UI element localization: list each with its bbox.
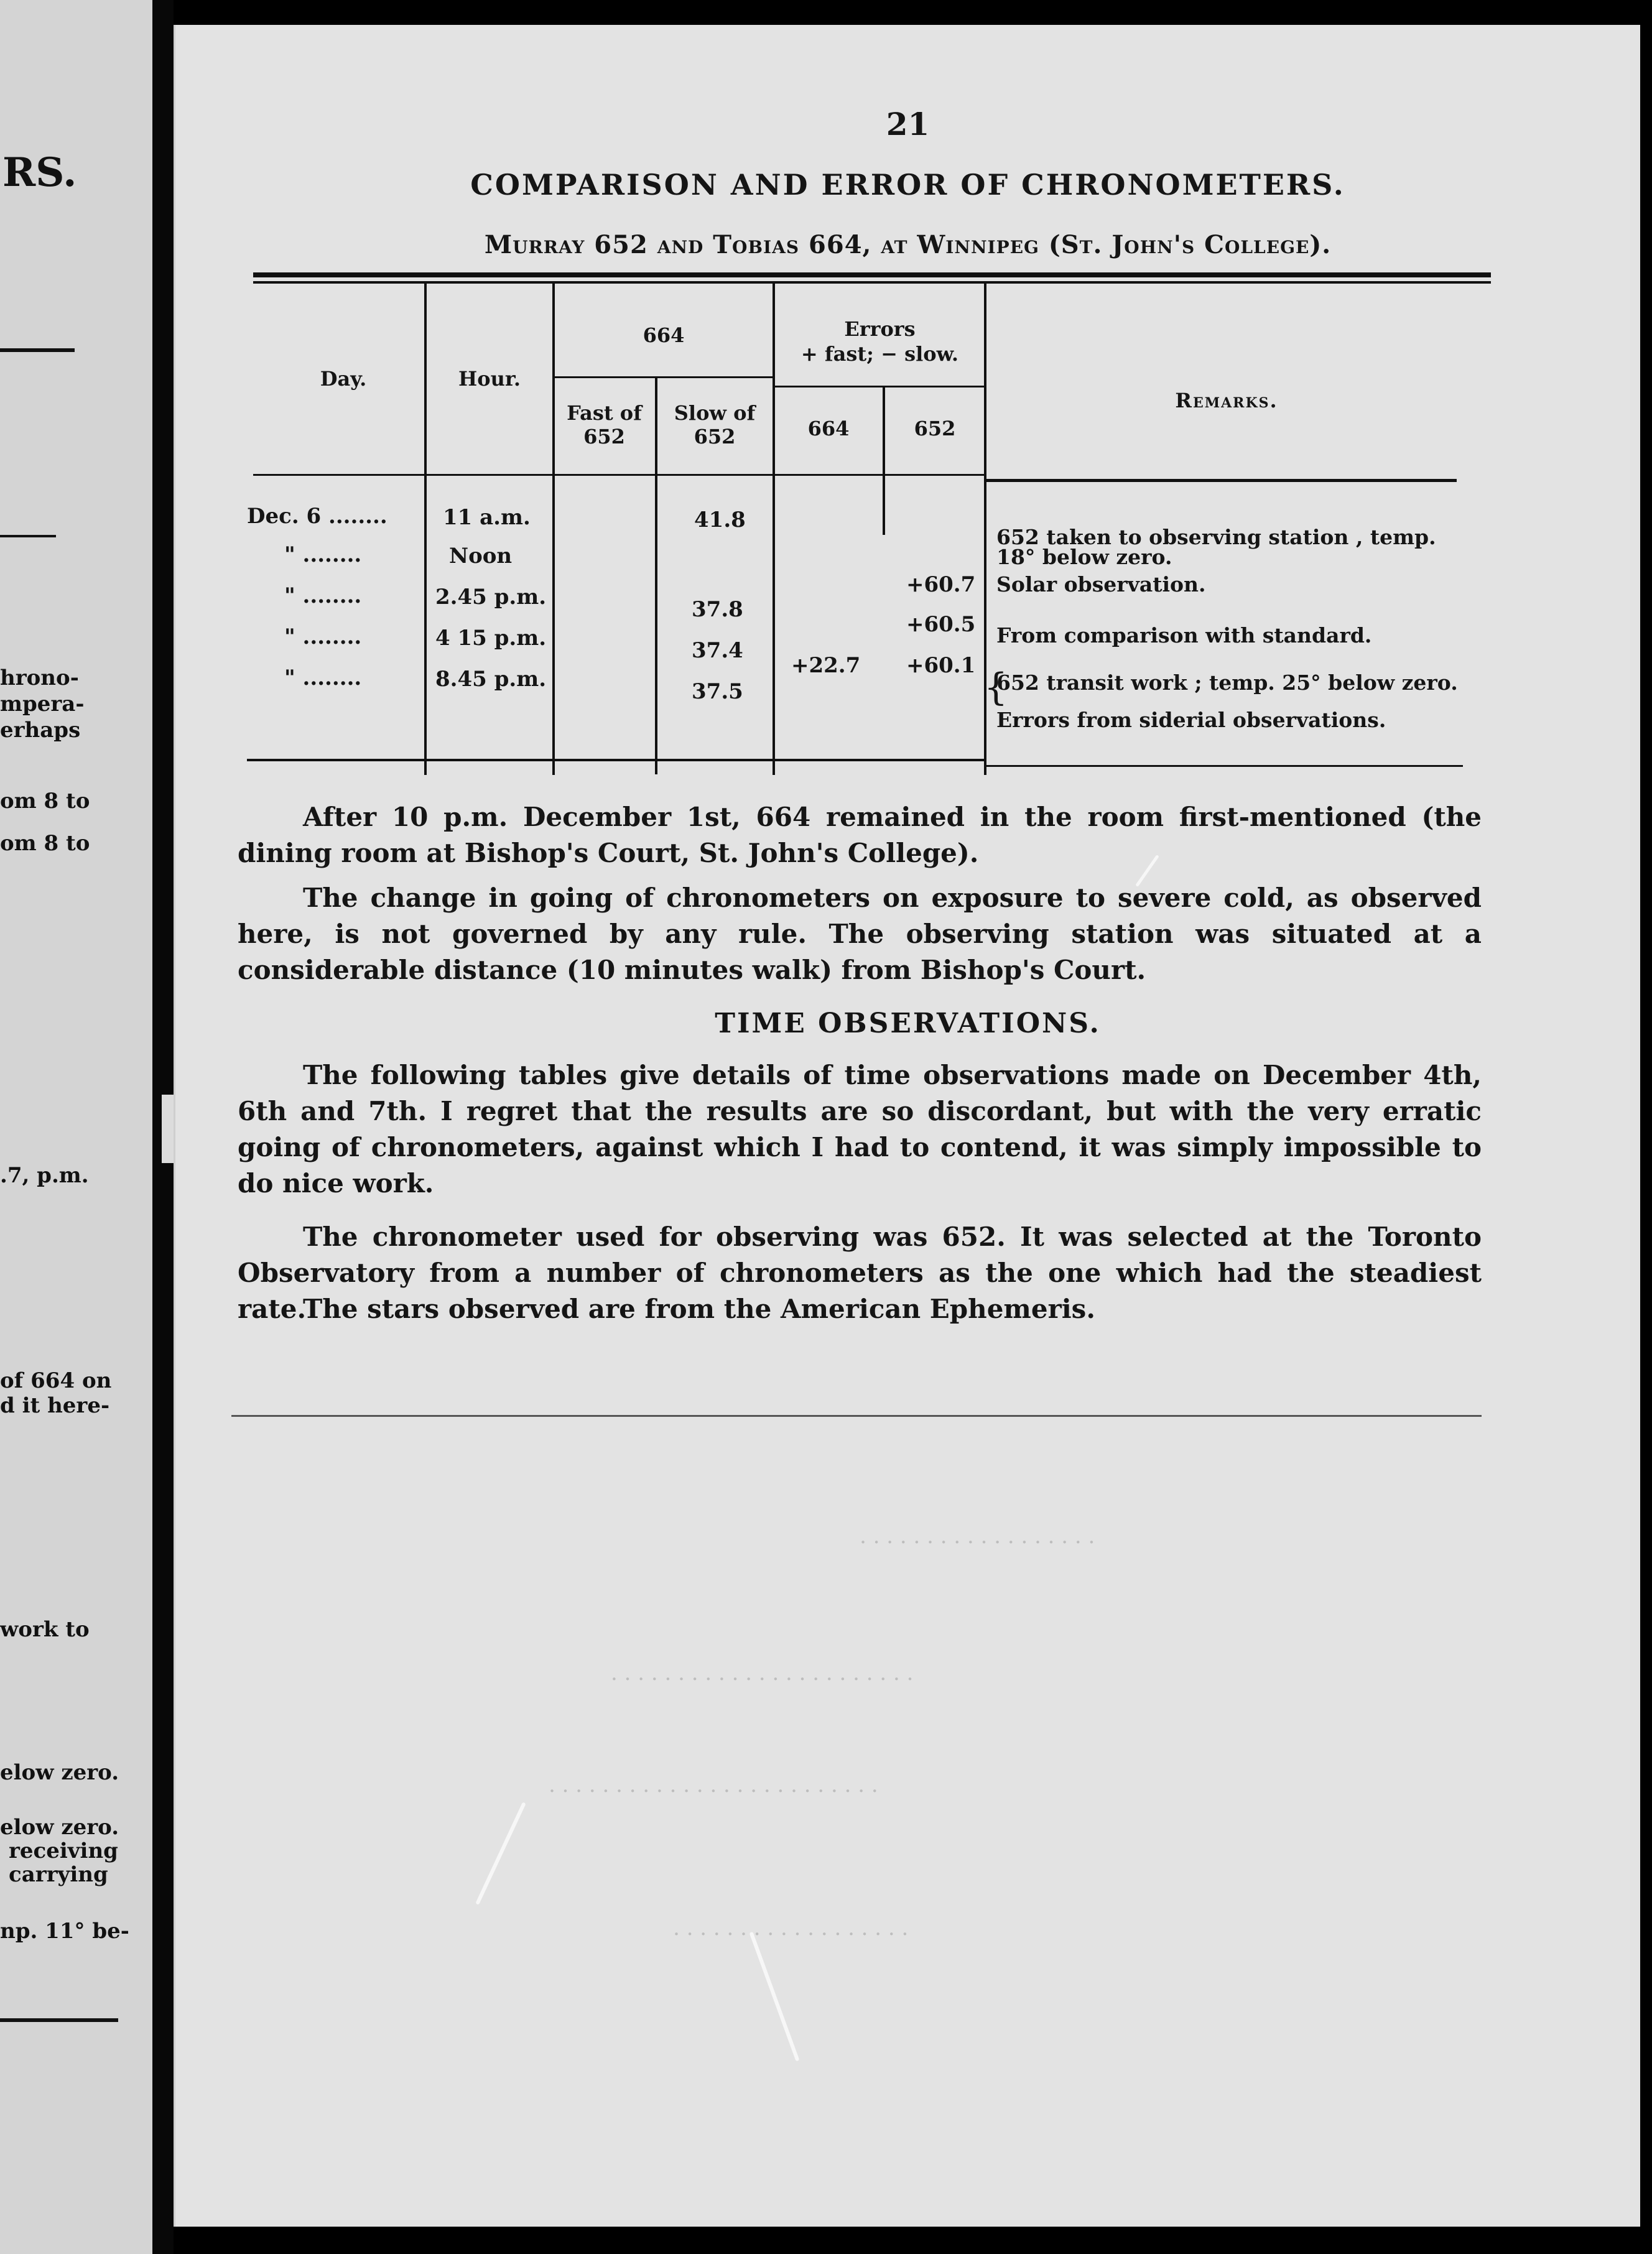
paragraph-stars-observed: The stars observed are from the American Ephemeris. (303, 1294, 1095, 1324)
header-divider (552, 376, 773, 378)
facing-page-line: carrying (9, 1862, 108, 1887)
facing-page-line: .7, p.m. (0, 1163, 89, 1188)
facing-page-line: hrono- (0, 666, 79, 690)
paragraph-chronometer-used: The chronometer used for observing was 652. It was selected at the Toronto Observatory from a number of chronometers as the one which had the steadiest rate. (238, 1222, 1482, 1324)
cell-remark: 652 taken to observing station , temp. 18° below zero. (996, 525, 1436, 569)
cell-error-652: +60.1 (906, 653, 976, 678)
cell-remark: Errors from siderial observations. (996, 708, 1386, 732)
facing-page-line: mpera- (0, 692, 85, 717)
facing-page-rule (0, 535, 56, 537)
header-rule (984, 479, 1457, 482)
header-hour: Hour. (458, 367, 521, 391)
document-page (174, 25, 1640, 2227)
cell-day: " ........ (284, 666, 362, 690)
cell-error-664: +22.7 (791, 653, 861, 678)
facing-page-line: elow zero. (0, 1760, 119, 1785)
facing-page-line: np. 11° be- (0, 1919, 129, 1944)
table-bottom-rule (984, 765, 1463, 767)
remark-brace: { (984, 666, 1008, 709)
header-day: Day. (320, 367, 367, 391)
show-through-text: · · · · · · · · · · · · · · · · · · (860, 1530, 1095, 1555)
scratch-mark (475, 1802, 526, 1905)
cell-slow: 37.4 (692, 638, 743, 663)
cell-hour: 4 15 p.m. (435, 626, 547, 651)
chronometer-comparison-table (175, 25, 1640, 833)
facing-page-line: of 664 on (0, 1368, 112, 1393)
facing-page-line: erhaps (0, 718, 81, 743)
header-errors: Errors (844, 317, 916, 341)
page-bottom-rule (231, 1415, 1482, 1417)
header-rule (253, 474, 984, 476)
column-divider (883, 386, 885, 535)
cell-remark: Solar observation. (996, 572, 1206, 596)
header-group-664: 664 (643, 323, 685, 347)
facing-page-line: d it here- (0, 1393, 110, 1418)
cell-slow: 37.8 (692, 597, 743, 622)
column-divider (655, 376, 657, 774)
show-through-text: · · · · · · · · · · · · · · · · · · (673, 1922, 909, 1947)
facing-page-rule (0, 348, 75, 352)
facing-page-line: elow zero. (0, 1815, 119, 1840)
cell-day: " ........ (284, 542, 362, 567)
paragraph-dining-room: After 10 p.m. December 1st, 664 remained in the room first-mentioned (the dining room at Bishop's Court, St. John's College). (238, 802, 1482, 868)
facing-page-line: om 8 to (0, 789, 90, 814)
cell-hour: Noon (449, 544, 513, 568)
table-top-rule (253, 281, 1491, 284)
table-bottom-rule (247, 759, 984, 761)
paragraph-following-tables: The following tables give details of time observations made on December 4th, 6th and 7th. I regret that the results are so discordant, but with the very erratic going of chronometers, against which I had to contend, it was simply impossible to do nice work. (238, 1060, 1482, 1199)
column-divider (424, 284, 427, 775)
cell-slow: 41.8 (694, 508, 746, 532)
facing-page-line: receiving (9, 1839, 118, 1863)
cell-hour: 2.45 p.m. (435, 585, 547, 610)
page-title: COMPARISON AND ERROR OF CHRONOMETERS. (470, 168, 1345, 202)
cell-hour: 8.45 p.m. (435, 667, 547, 692)
cell-remark: From comparison with standard. (996, 623, 1372, 647)
facing-page (0, 0, 152, 2254)
cell-day: Dec. 6 ........ (247, 504, 387, 529)
header-error-652: 652 (914, 417, 956, 440)
paragraph-change-in-going: The change in going of chronometers on exposure to severe cold, as observed here, is not governed by any rule. The observing station was situated at a considerable distance (10 minutes walk) from Bishop's Court. (238, 883, 1482, 985)
cell-day: " ........ (284, 583, 362, 608)
facing-page-rule (0, 2018, 118, 2022)
header-slow-of-652: Slow of 652 (674, 401, 756, 448)
header-fast-of-652: Fast of 652 (567, 401, 642, 448)
show-through-text: · · · · · · · · · · · · · · · · · · · · · · · (611, 1667, 914, 1692)
page-subtitle: Murray 652 and Tobias 664, at Winnipeg (St. John's College). (484, 230, 1332, 259)
table-top-rule (253, 272, 1491, 277)
section-title-time-observations: TIME OBSERVATIONS. (715, 1008, 1101, 1039)
column-divider (552, 284, 555, 775)
header-divider (773, 386, 984, 387)
facing-page-line: om 8 to (0, 831, 90, 856)
cell-error-652: +60.7 (906, 572, 976, 597)
show-through-text: · · · · · · · · · · · · · · · · · · · · · · · · · (549, 1779, 878, 1804)
header-errors-sign: + fast; − slow. (800, 342, 959, 366)
header-error-664: 664 (807, 417, 850, 440)
column-divider (773, 284, 775, 775)
page-number: 21 (886, 106, 930, 142)
cell-remark: 652 transit work ; temp. 25° below zero. (996, 670, 1458, 695)
facing-page-line: work to (0, 1617, 90, 1642)
cell-hour: 11 a.m. (443, 505, 531, 530)
cell-error-652: +60.5 (906, 612, 976, 637)
cell-slow: 37.5 (692, 679, 743, 704)
header-remarks: Remarks. (1175, 389, 1278, 412)
scratch-mark (749, 1932, 800, 2062)
facing-page-line: RS. (2, 149, 77, 196)
cell-day: " ........ (284, 624, 362, 649)
